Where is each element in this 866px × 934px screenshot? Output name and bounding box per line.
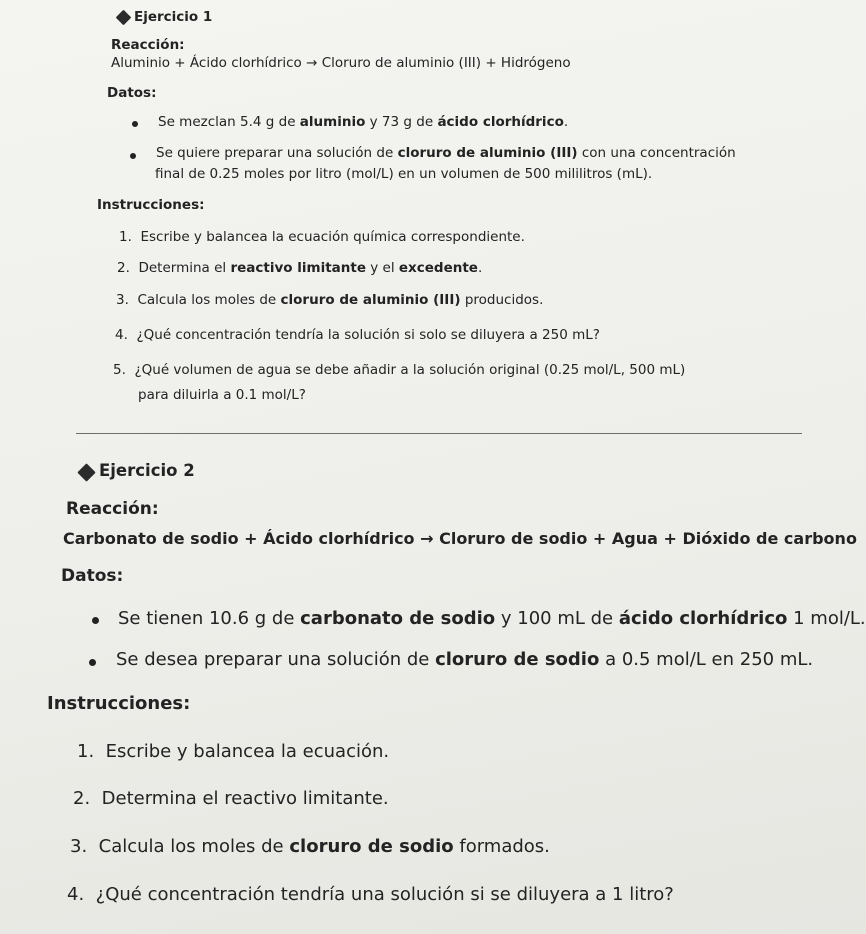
exercise-1-instruction-5: 5. ¿Qué volumen de agua se debe añadir a la solución original (0.25 mol/L, 500 mL) [113,362,686,378]
exercise-1-data-item-2-line2: final de 0.25 moles por litro (mol/L) en un volumen de 500 mililitros (mL). [155,166,653,182]
exercise-1-title: Ejercicio 1 [134,9,213,25]
exercise-1-instructions-label: Instrucciones: [97,197,205,213]
exercise-2-data-label: Datos: [61,566,124,586]
bullet-icon [130,153,136,159]
bullet-icon [92,617,99,624]
exercise-2-instruction-1: 1. Escribe y balancea la ecuación. [77,741,390,762]
exercise-2-instruction-4: 4. ¿Qué concentración tendría una solución si se diluyera a 1 litro? [67,884,674,905]
diamond-bullet-icon [77,463,95,481]
exercise-1-data-item-2: Se quiere preparar una solución de cloruro de aluminio (III) con una concentración [156,145,736,161]
exercise-1-instruction-4: 4. ¿Qué concentración tendría la solución si solo se diluyera a 250 mL? [115,327,600,343]
exercise-2-data-item-2: Se desea preparar una solución de cloruro de sodio a 0.5 mol/L en 250 mL. [116,649,814,670]
exercise-2-instruction-3: 3. Calcula los moles de cloruro de sodio formados. [70,836,550,857]
exercise-2-instruction-2: 2. Determina el reactivo limitante. [73,788,389,809]
exercise-1-instruction-1: 1. Escribe y balancea la ecuación química correspondiente. [119,229,525,245]
diamond-bullet-icon [116,10,132,26]
exercise-1-reaction: Aluminio + Ácido clorhídrico → Cloruro de aluminio (III) + Hidrógeno [111,55,571,71]
bullet-icon [89,659,96,666]
exercise-2-reaction-label: Reacción: [66,499,159,519]
exercise-2-reaction: Carbonato de sodio + Ácido clorhídrico → Cloruro de sodio + Agua + Dióxido de carbono [63,529,857,548]
exercise-2-instructions-label: Instrucciones: [47,693,191,714]
bullet-icon [132,121,138,127]
exercise-1-instruction-5-line2: para diluirla a 0.1 mol/L? [138,387,306,403]
exercise-1-instruction-3: 3. Calcula los moles de cloruro de aluminio (III) producidos. [116,292,544,308]
exercise-1-data-label: Datos: [107,85,157,101]
exercise-2-data-item-1: Se tienen 10.6 g de carbonato de sodio y 100 mL de ácido clorhídrico 1 mol/L. [118,608,866,629]
exercise-1-instruction-2: 2. Determina el reactivo limitante y el excedente. [117,260,483,276]
section-divider [76,433,802,434]
exercise-1-data-item-1: Se mezclan 5.4 g de aluminio y 73 g de ácido clorhídrico. [158,114,569,130]
exercise-2-title: Ejercicio 2 [99,461,195,480]
exercise-1-reaction-label: Reacción: [111,37,185,53]
